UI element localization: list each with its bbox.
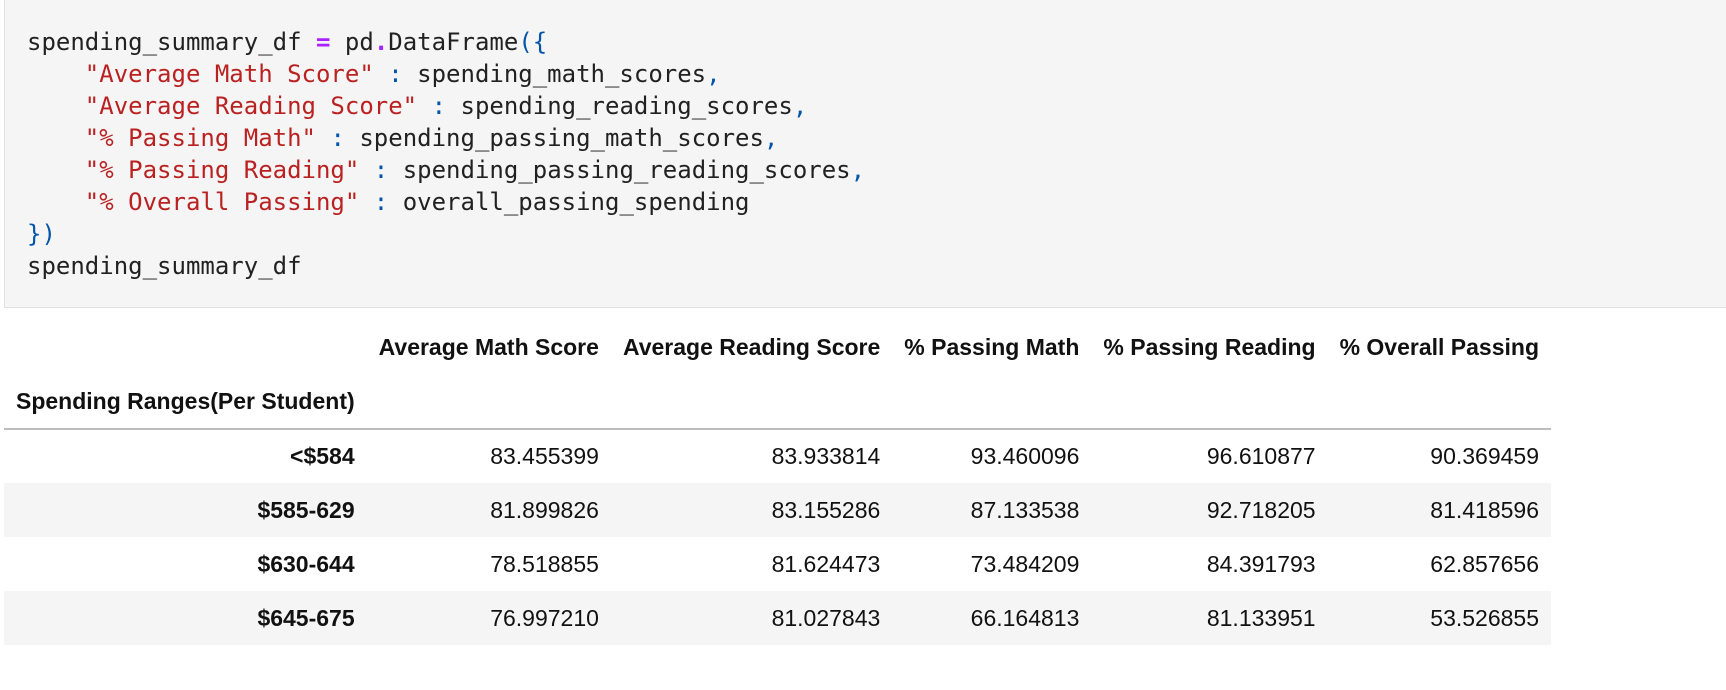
blank-header-cell	[1328, 374, 1551, 429]
code-token: spending_math_scores	[417, 60, 707, 88]
code-token: :	[330, 124, 345, 152]
index-header-row	[4, 374, 1551, 429]
code-token: spending_summary_df	[27, 252, 302, 280]
table-cell: 76.997210	[490, 604, 599, 631]
blank-header-cell	[611, 374, 892, 429]
table-cell: 83.155286	[771, 496, 881, 523]
code-token: .	[373, 28, 389, 56]
table-row	[4, 483, 1551, 537]
table-cell: 92.718205	[1206, 496, 1316, 523]
table-cell: 81.899826	[490, 496, 599, 523]
code-token: })	[27, 220, 56, 248]
code-token: DataFrame	[388, 28, 519, 56]
row-index: $645-675	[257, 604, 355, 631]
code-token: pd	[344, 28, 374, 56]
table-cell: 93.460096	[970, 443, 1080, 469]
code-string: "Average Reading Score"	[84, 92, 418, 120]
code-token: =	[316, 28, 331, 56]
blank-header-cell	[367, 374, 611, 429]
code-string: "% Passing Math"	[84, 124, 316, 152]
table-cell: 84.391793	[1206, 550, 1316, 577]
column-header: % Passing Reading	[1103, 333, 1316, 360]
code-token: ,	[763, 124, 779, 152]
code-token: ,	[706, 60, 721, 88]
code-token: spending_passing_reading_scores	[402, 156, 851, 184]
code-token: :	[388, 60, 403, 88]
table-row	[4, 591, 1551, 645]
code-string: "% Overall Passing"	[84, 188, 360, 216]
code-token: :	[373, 188, 389, 216]
dataframe-table	[4, 320, 1551, 645]
code-token: spending_summary_df	[27, 28, 302, 56]
table-cell: 81.027843	[771, 604, 881, 631]
code-token: spending_reading_scores	[460, 92, 793, 120]
code-token: :	[373, 156, 389, 184]
code-string: "Average Math Score"	[84, 60, 374, 88]
table-cell: 90.369459	[1430, 443, 1540, 469]
table-cell: 81.418596	[1430, 496, 1540, 523]
blank-header-cell	[892, 374, 1091, 429]
column-header: Average Math Score	[378, 333, 599, 360]
table-cell: 87.133538	[970, 496, 1080, 523]
table-cell: 81.133951	[1206, 604, 1316, 631]
table-cell: 73.484209	[970, 550, 1080, 577]
row-index: $630-644	[257, 550, 355, 577]
code-token: overall_passing_spending	[402, 188, 750, 216]
blank-header-cell	[1091, 374, 1327, 429]
column-header: Average Reading Score	[622, 333, 881, 360]
table-cell: 78.518855	[490, 550, 599, 577]
table-row	[4, 537, 1551, 591]
table-cell: 66.164813	[970, 604, 1080, 631]
code-token: :	[431, 92, 447, 120]
cell-output	[4, 320, 1551, 645]
column-header: % Passing Math	[904, 333, 1080, 360]
table-cell: 83.933814	[771, 443, 881, 469]
row-index: $585-629	[257, 496, 355, 523]
table-cell: 53.526855	[1430, 604, 1540, 631]
code-token: ,	[792, 92, 808, 120]
blank-header-cell	[4, 320, 367, 374]
column-header-row	[4, 320, 1551, 374]
code-token: ,	[850, 156, 866, 184]
table-cell: 83.455399	[490, 443, 599, 469]
index-name-header: Spending Ranges(Per Student)	[4, 374, 367, 429]
code-token: ({	[518, 28, 548, 56]
row-index: <$584	[290, 443, 355, 469]
column-header: % Overall Passing	[1339, 333, 1540, 360]
code-token: spending_passing_math_scores	[359, 124, 764, 152]
code-cell[interactable]	[4, 0, 1726, 308]
table-row	[4, 429, 1551, 483]
table-cell: 62.857656	[1430, 550, 1540, 577]
code-editor[interactable]	[27, 26, 865, 282]
table-cell: 96.610877	[1206, 443, 1316, 469]
code-string: "% Passing Reading"	[84, 156, 360, 184]
table-cell: 81.624473	[771, 550, 881, 577]
